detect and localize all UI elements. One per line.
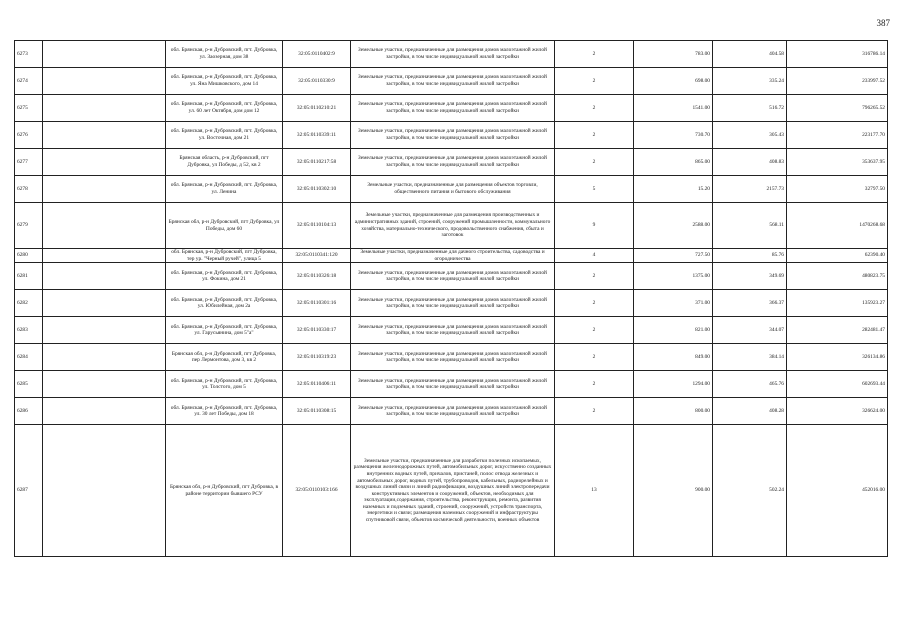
area-cell: 371.00 (634, 290, 713, 317)
unit-value-cell: 465.76 (713, 371, 787, 398)
cadastral-value-cell: 62390.40 (787, 249, 888, 263)
cadastral-number-cell: 32:05:0110339:11 (283, 122, 351, 149)
row-number: 6275 (15, 95, 43, 122)
land-use-cell: Земельные участки, предназначенные для разработки полезных ископаемых, размещения железнодорожных путей, автомобильных дорог, искусственно созданных внутренних водных путей, причалов, пристаней, полос отвода железных и автомобильных дорог, водных путей, трубопроводов, кабельных, радиорелейных и воздушных линий связи и линий радиофикации, воздушных линий электропередачи конструктивных элементов и сооружений, объектов, необходимых для эксплуатации,содержания, строительства, реконструкции, ремонта, развития наземных и подземных зданий, строений, сооружений, устройств транспорта, энергетики и связи; размещения наземных сооружений и инфраструктуры спутниковой связи, объектов космической деятельности, военных объектов (351, 425, 555, 557)
address-cell: Брянская обл, р-н Дубровский, пгт Дубровка, в районе территории бывшего РСУ (166, 425, 283, 557)
cadastral-value-cell: 326624.00 (787, 398, 888, 425)
land-registry-table (14, 40, 888, 557)
table-row (15, 263, 888, 290)
land-use-cell: Земельные участки, предназначенные для размещения домов малоэтажной жилой застройки, в том числе индивидуальной жилой застройки (351, 41, 555, 68)
use-code-cell: 13 (555, 425, 634, 557)
use-code-cell: 2 (555, 149, 634, 176)
area-cell: 800.00 (634, 398, 713, 425)
land-use-cell: Земельные участки, предназначенные для размещения домов малоэтажной жилой застройки, в том числе индивидуальной жилой застройки (351, 398, 555, 425)
cadastral-number-cell: 32:05:0110341:120 (283, 249, 351, 263)
land-use-cell: Земельные участки, предназначенные для размещения объектов торговли, общественного питания и бытового обслуживания (351, 176, 555, 203)
cadastral-value-cell: 316786.14 (787, 41, 888, 68)
cadastral-number-cell: 32:05:0110319:23 (283, 344, 351, 371)
unit-value-cell: 349.69 (713, 263, 787, 290)
table-row (15, 398, 888, 425)
address-cell: Брянская область, р-н Дубровский, пгт Дубровка, ул Победы, д 52, кв 2 (166, 149, 283, 176)
row-number: 6284 (15, 344, 43, 371)
cadastral-value-cell: 1470268.68 (787, 203, 888, 249)
cadastral-number-cell: 32:05:0110217:58 (283, 149, 351, 176)
address-cell: обл. Брянская, р-н Дубровский, пгт. Дубровка, ул. Заозерная, дом 38 (166, 41, 283, 68)
address-cell: Брянская обл, р-н Дубровский, пгт Дубровка, пер Лермонтова, дом 3, кв 2 (166, 344, 283, 371)
row-number: 6280 (15, 249, 43, 263)
row-number: 6281 (15, 263, 43, 290)
cadastral-value-cell: 135923.27 (787, 290, 888, 317)
use-code-cell: 2 (555, 290, 634, 317)
unit-value-cell: 408.28 (713, 398, 787, 425)
table-row (15, 425, 888, 557)
table-row (15, 176, 888, 203)
row-number: 6277 (15, 149, 43, 176)
row-number: 6273 (15, 41, 43, 68)
empty-cell (43, 176, 166, 203)
cadastral-value-cell: 282481.47 (787, 317, 888, 344)
land-use-cell: Земельные участки, предназначенные для размещения домов малоэтажной жилой застройки, в том числе индивидуальной жилой застройки (351, 290, 555, 317)
row-number: 6278 (15, 176, 43, 203)
cadastral-number-cell: 32:05:0110406:11 (283, 371, 351, 398)
area-cell: 821.00 (634, 317, 713, 344)
table-row (15, 95, 888, 122)
row-number: 6276 (15, 122, 43, 149)
land-use-cell: Земельные участки, предназначенные для дачного строительства, садоводства и огородничества (351, 249, 555, 263)
area-cell: 865.00 (634, 149, 713, 176)
empty-cell (43, 95, 166, 122)
empty-cell (43, 41, 166, 68)
row-number: 6286 (15, 398, 43, 425)
empty-cell (43, 317, 166, 344)
use-code-cell: 2 (555, 263, 634, 290)
area-cell: 849.00 (634, 344, 713, 371)
address-cell: обл. Брянская, р-н Дубровский, пгт. Дубровка, ул. Гарусьянина, дом 5"а" (166, 317, 283, 344)
table-row (15, 371, 888, 398)
address-cell: обл. Брянская, р-н Дубровский, пгт. Дубровка, ул. 30 лет Победы, дом 18 (166, 398, 283, 425)
land-use-cell: Земельные участки, предназначенные для размещения производственных и административных зданий, строений, сооружений промышленности, коммунального хозяйства, материально-технического, продовольственного снабжения, сбыта и заготовок (351, 203, 555, 249)
address-cell: Брянская обл, р-н Дубровский, пгт Дубровка, ул Победы, дом 60 (166, 203, 283, 249)
empty-cell (43, 263, 166, 290)
land-use-cell: Земельные участки, предназначенные для размещения домов малоэтажной жилой застройки, в том числе индивидуальной жилой застройки (351, 344, 555, 371)
land-use-cell: Земельные участки, предназначенные для размещения домов малоэтажной жилой застройки, в том числе индивидуальной жилой застройки (351, 149, 555, 176)
unit-value-cell: 366.37 (713, 290, 787, 317)
area-cell: 1375.00 (634, 263, 713, 290)
land-use-cell: Земельные участки, предназначенные для размещения домов малоэтажной жилой застройки, в том числе индивидуальной жилой застройки (351, 68, 555, 95)
cadastral-number-cell: 32:05:0110302:10 (283, 176, 351, 203)
cadastral-value-cell: 32797.50 (787, 176, 888, 203)
table-row (15, 344, 888, 371)
row-number: 6287 (15, 425, 43, 557)
table-row (15, 317, 888, 344)
use-code-cell: 2 (555, 68, 634, 95)
empty-cell (43, 68, 166, 95)
row-number: 6274 (15, 68, 43, 95)
unit-value-cell: 404.58 (713, 41, 787, 68)
address-cell: обл. Брянская, р-н Дубровский, пгт. Дубровка, ул. Фокина, дом 21 (166, 263, 283, 290)
land-use-cell: Земельные участки, предназначенные для размещения домов малоэтажной жилой застройки, в том числе индивидуальной жилой застройки (351, 371, 555, 398)
unit-value-cell: 516.72 (713, 95, 787, 122)
unit-value-cell: 408.83 (713, 149, 787, 176)
cadastral-value-cell: 223177.70 (787, 122, 888, 149)
cadastral-value-cell: 480823.75 (787, 263, 888, 290)
cadastral-value-cell: 353637.95 (787, 149, 888, 176)
area-cell: 783.00 (634, 41, 713, 68)
table-row (15, 203, 888, 249)
use-code-cell: 2 (555, 398, 634, 425)
cadastral-number-cell: 32:05:0110104:13 (283, 203, 351, 249)
address-cell: обл. Брянская, р-н Дубровский, пгт. Дубровка, ул. Ленина (166, 176, 283, 203)
cadastral-number-cell: 32:05:0110330:9 (283, 68, 351, 95)
table-row (15, 249, 888, 263)
use-code-cell: 2 (555, 41, 634, 68)
area-cell: 1294.00 (634, 371, 713, 398)
table-row (15, 122, 888, 149)
cadastral-number-cell: 32:05:0110330:17 (283, 317, 351, 344)
unit-value-cell: 335.24 (713, 68, 787, 95)
use-code-cell: 2 (555, 371, 634, 398)
address-cell: обл. Брянская, р-н Дубровский, пгт Дубровка, тер ур. "Черный ручей", улица 5 (166, 249, 283, 263)
address-cell: обл. Брянская, р-н Дубровский, пгт. Дубровка, ул. Яна Мишковского, дом 14 (166, 68, 283, 95)
unit-value-cell: 2157.73 (713, 176, 787, 203)
cadastral-value-cell: 452016.00 (787, 425, 888, 557)
table-row (15, 290, 888, 317)
address-cell: обл. Брянская, р-н Дубровский, пгт. Дубровка, ул. Толстого, дом 5 (166, 371, 283, 398)
cadastral-number-cell: 32:05:0110103:166 (283, 425, 351, 557)
area-cell: 727.50 (634, 249, 713, 263)
area-cell: 15.20 (634, 176, 713, 203)
empty-cell (43, 149, 166, 176)
unit-value-cell: 344.07 (713, 317, 787, 344)
empty-cell (43, 249, 166, 263)
area-cell: 2588.00 (634, 203, 713, 249)
unit-value-cell: 502.24 (713, 425, 787, 557)
address-cell: обл. Брянская, р-н Дубровский, пгт. Дубровка, ул. Юбилейная, дом 2а (166, 290, 283, 317)
empty-cell (43, 344, 166, 371)
address-cell: обл. Брянская, р-н Дубровский, пгт. Дубровка, ул. 60 лет Октября, дом дом 12 (166, 95, 283, 122)
use-code-cell: 9 (555, 203, 634, 249)
unit-value-cell: 305.43 (713, 122, 787, 149)
use-code-cell: 2 (555, 122, 634, 149)
cadastral-value-cell: 602693.44 (787, 371, 888, 398)
empty-cell (43, 122, 166, 149)
use-code-cell: 2 (555, 95, 634, 122)
cadastral-number-cell: 32:05:0110326:18 (283, 263, 351, 290)
cadastral-value-cell: 326134.86 (787, 344, 888, 371)
cadastral-number-cell: 32:05:0110301:16 (283, 290, 351, 317)
cadastral-number-cell: 32:05:0110402:9 (283, 41, 351, 68)
empty-cell (43, 371, 166, 398)
unit-value-cell: 85.76 (713, 249, 787, 263)
table-row (15, 68, 888, 95)
use-code-cell: 4 (555, 249, 634, 263)
empty-cell (43, 398, 166, 425)
use-code-cell: 5 (555, 176, 634, 203)
empty-cell (43, 425, 166, 557)
page-number: 387 (876, 18, 890, 28)
cadastral-number-cell: 32:05:0110210:21 (283, 95, 351, 122)
land-use-cell: Земельные участки, предназначенные для размещения домов малоэтажной жилой застройки, в том числе индивидуальной жилой застройки (351, 317, 555, 344)
area-cell: 1541.00 (634, 95, 713, 122)
land-use-cell: Земельные участки, предназначенные для размещения домов малоэтажной жилой застройки, в том числе индивидуальной жилой застройки (351, 122, 555, 149)
cadastral-value-cell: 233997.52 (787, 68, 888, 95)
empty-cell (43, 290, 166, 317)
cadastral-number-cell: 32:05:0110308:15 (283, 398, 351, 425)
use-code-cell: 2 (555, 317, 634, 344)
row-number: 6285 (15, 371, 43, 398)
area-cell: 698.00 (634, 68, 713, 95)
empty-cell (43, 203, 166, 249)
unit-value-cell: 384.14 (713, 344, 787, 371)
cadastral-value-cell: 796265.52 (787, 95, 888, 122)
area-cell: 730.70 (634, 122, 713, 149)
table-row (15, 41, 888, 68)
row-number: 6282 (15, 290, 43, 317)
land-use-cell: Земельные участки, предназначенные для размещения домов малоэтажной жилой застройки, в том числе индивидуальной жилой застройки (351, 95, 555, 122)
row-number: 6283 (15, 317, 43, 344)
unit-value-cell: 568.11 (713, 203, 787, 249)
row-number: 6279 (15, 203, 43, 249)
address-cell: обл. Брянская, р-н Дубровский, пгт. Дубровка, ул. Восточная, дом 21 (166, 122, 283, 149)
use-code-cell: 2 (555, 344, 634, 371)
table-row (15, 149, 888, 176)
land-use-cell: Земельные участки, предназначенные для размещения домов малоэтажной жилой застройки, в том числе индивидуальной жилой застройки (351, 263, 555, 290)
area-cell: 900.00 (634, 425, 713, 557)
